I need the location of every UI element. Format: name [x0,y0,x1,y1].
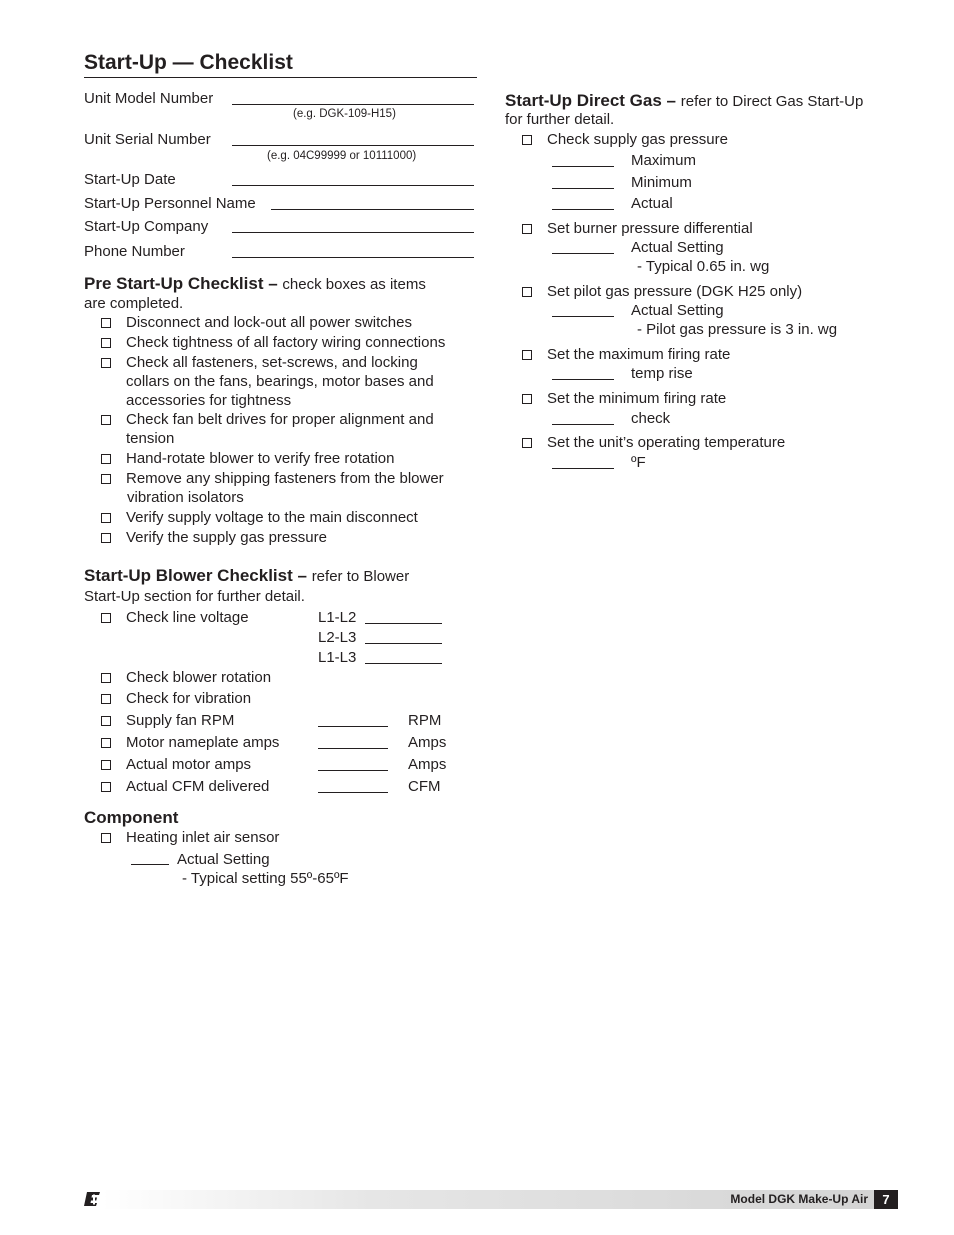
pre-checkbox-2[interactable] [101,338,111,348]
personnel-name-label: Start-Up Personnel Name [84,195,256,212]
unit-serial-label: Unit Serial Number [84,131,211,148]
blower-rotation: Check blower rotation [126,669,272,686]
pre-item-8: Verify the supply gas pressure [126,529,327,546]
direct-supply: Check supply gas pressure [547,131,728,148]
personnel-name-field[interactable] [84,195,474,215]
direct-pilot-note: - Pilot gas pressure is 3 in. wg [637,321,838,338]
startup-date-label: Start-Up Date [84,171,176,188]
direct-gas-heading [505,91,863,111]
page-number: 7 [874,1190,898,1209]
phase-l2-l3-blank[interactable] [365,643,442,644]
pre-item-1: Disconnect and lock-out all power switches [126,314,412,331]
direct-burner: Set burner pressure differential [547,220,753,237]
direct-gas-title: Start-Up Direct Gas – [505,91,676,110]
blower-vibration: Check for vibration [126,690,252,707]
direct-checkbox-operating[interactable] [522,438,532,448]
blower-sub: refer to Blower [311,568,410,585]
blower-row-cfm: Actual CFM delivered [126,778,270,795]
direct-checkbox-supply[interactable] [522,135,532,145]
direct-checkbox-max-fire[interactable] [522,350,532,360]
phase-l1-l3-label: L1-L3 [318,649,357,666]
pre-checkbox-3[interactable] [101,358,111,368]
direct-checkbox-min-fire[interactable] [522,394,532,404]
direct-checkbox-pilot[interactable] [522,287,532,297]
direct-checkbox-burner[interactable] [522,224,532,234]
component-heading: Component [84,808,179,827]
direct-actual: Actual [631,195,673,212]
pre-item-5: Hand-rotate blower to verify free rotation [126,450,395,467]
direct-temp-rise: temp rise [631,365,693,382]
blower-checkbox-rpm[interactable] [101,716,111,726]
direct-actual-blank[interactable] [552,209,614,210]
blower-row-rpm: Supply fan RPM [126,712,235,729]
blower-cfm-blank[interactable] [318,792,388,793]
personnel-name-line[interactable] [271,209,474,210]
blower-cfm-unit: CFM [408,778,441,795]
unit-serial-field[interactable] [84,131,474,151]
direct-burner-blank[interactable] [552,253,614,254]
phase-l2-l3-label: L2-L3 [318,629,357,646]
unit-model-line[interactable] [232,104,474,105]
direct-degree-blank[interactable] [552,468,614,469]
direct-min-fire: Set the minimum firing rate [547,390,727,407]
pre-checkbox-6[interactable] [101,474,111,484]
pre-item-4-cont: tension [126,430,175,447]
pre-startup-title: Pre Start-Up Checklist – [84,274,278,293]
startup-date-field[interactable] [84,171,474,191]
unit-serial-hint: (e.g. 04C99999 or 10111000) [267,150,417,162]
direct-min-blank[interactable] [552,188,614,189]
pre-checkbox-4[interactable] [101,415,111,425]
blower-motor-amps-unit: Amps [408,756,447,773]
direct-degree: ºF [631,454,646,471]
direct-burner-actual: Actual Setting [631,239,724,256]
direct-gas-sub-cont: for further detail. [505,111,615,128]
pre-checkbox-5[interactable] [101,454,111,464]
pre-startup-sub: check boxes as items [282,276,426,293]
blower-rpm-unit: RPM [408,712,442,729]
blower-heading [84,566,409,586]
direct-minimum: Minimum [631,174,692,191]
component-checkbox[interactable] [101,833,111,843]
page-title: Start-Up — Checklist [84,51,477,78]
footer-model-label: Model DGK Make-Up Air [730,1192,868,1206]
component-actual-label: Actual Setting [177,851,270,868]
blower-sub-cont: Start-Up section for further detail. [84,588,305,605]
startup-date-line[interactable] [232,185,474,186]
pre-item-3-cont2: accessories for tightness [126,392,292,409]
direct-pilot: Set pilot gas pressure (DGK H25 only) [547,283,803,300]
direct-pilot-actual: Actual Setting [631,302,724,319]
blower-checkbox-line-voltage[interactable] [101,613,111,623]
blower-nameplate-unit: Amps [408,734,447,751]
brand-logo-icon [84,1190,102,1208]
blower-motor-amps-blank[interactable] [318,770,388,771]
pre-item-3-cont: collars on the fans, bearings, motor bases and [126,373,434,390]
blower-title: Start-Up Blower Checklist – [84,566,307,585]
startup-company-label: Start-Up Company [84,218,209,235]
pre-item-3: Check all fasteners, set-screws, and locking [126,354,418,371]
direct-check: check [631,410,671,427]
blower-rpm-blank[interactable] [318,726,388,727]
startup-company-line[interactable] [232,232,474,233]
unit-serial-line[interactable] [232,145,474,146]
pre-item-6-cont: vibration isolators [127,489,244,506]
pre-startup-sub-cont: are completed. [84,295,184,312]
direct-temp-rise-blank[interactable] [552,379,614,380]
unit-model-hint: (e.g. DGK-109-H15) [293,108,396,120]
blower-checkbox-motor-amps[interactable] [101,760,111,770]
phone-number-field[interactable] [84,243,474,263]
phone-number-line[interactable] [232,257,474,258]
blower-nameplate-blank[interactable] [318,748,388,749]
pre-item-2: Check tightness of all factory wiring connections [126,334,446,351]
pre-item-4: Check fan belt drives for proper alignment and [126,411,434,428]
phase-l1-l2-label: L1-L2 [318,609,357,626]
blower-checkbox-vibration[interactable] [101,694,111,704]
startup-company-field[interactable] [84,218,474,238]
pre-checkbox-1[interactable] [101,318,111,328]
pre-checkbox-7[interactable] [101,513,111,523]
direct-max-fire: Set the maximum firing rate [547,346,731,363]
unit-model-field[interactable] [84,90,474,110]
direct-maximum: Maximum [631,152,697,169]
blower-line-voltage: Check line voltage [126,609,249,626]
component-actual-blank[interactable] [131,864,169,865]
phase-l1-l3-blank[interactable] [365,663,442,664]
pre-startup-heading [84,274,426,294]
blower-row-nameplate: Motor nameplate amps [126,734,280,751]
pre-item-7: Verify supply voltage to the main disconnect [126,509,418,526]
direct-operating: Set the unit’s operating temperature [547,434,786,451]
direct-check-blank[interactable] [552,424,614,425]
unit-model-label: Unit Model Number [84,90,214,107]
direct-pilot-blank[interactable] [552,316,614,317]
direct-burner-typical: - Typical 0.65 in. wg [637,258,770,275]
direct-gas-sub: refer to Direct Gas Start-Up [680,93,864,110]
phase-l1-l2-blank[interactable] [365,623,442,624]
blower-checkbox-nameplate[interactable] [101,738,111,748]
component-item: Heating inlet air sensor [126,829,280,846]
direct-max-blank[interactable] [552,166,614,167]
phone-number-label: Phone Number [84,243,185,260]
pre-checkbox-8[interactable] [101,533,111,543]
blower-checkbox-cfm[interactable] [101,782,111,792]
component-typical: - Typical setting 55º-65ºF [182,870,349,887]
blower-checkbox-rotation[interactable] [101,673,111,683]
blower-row-motor-amps: Actual motor amps [126,756,252,773]
pre-item-6: Remove any shipping fasteners from the blower [126,470,444,487]
